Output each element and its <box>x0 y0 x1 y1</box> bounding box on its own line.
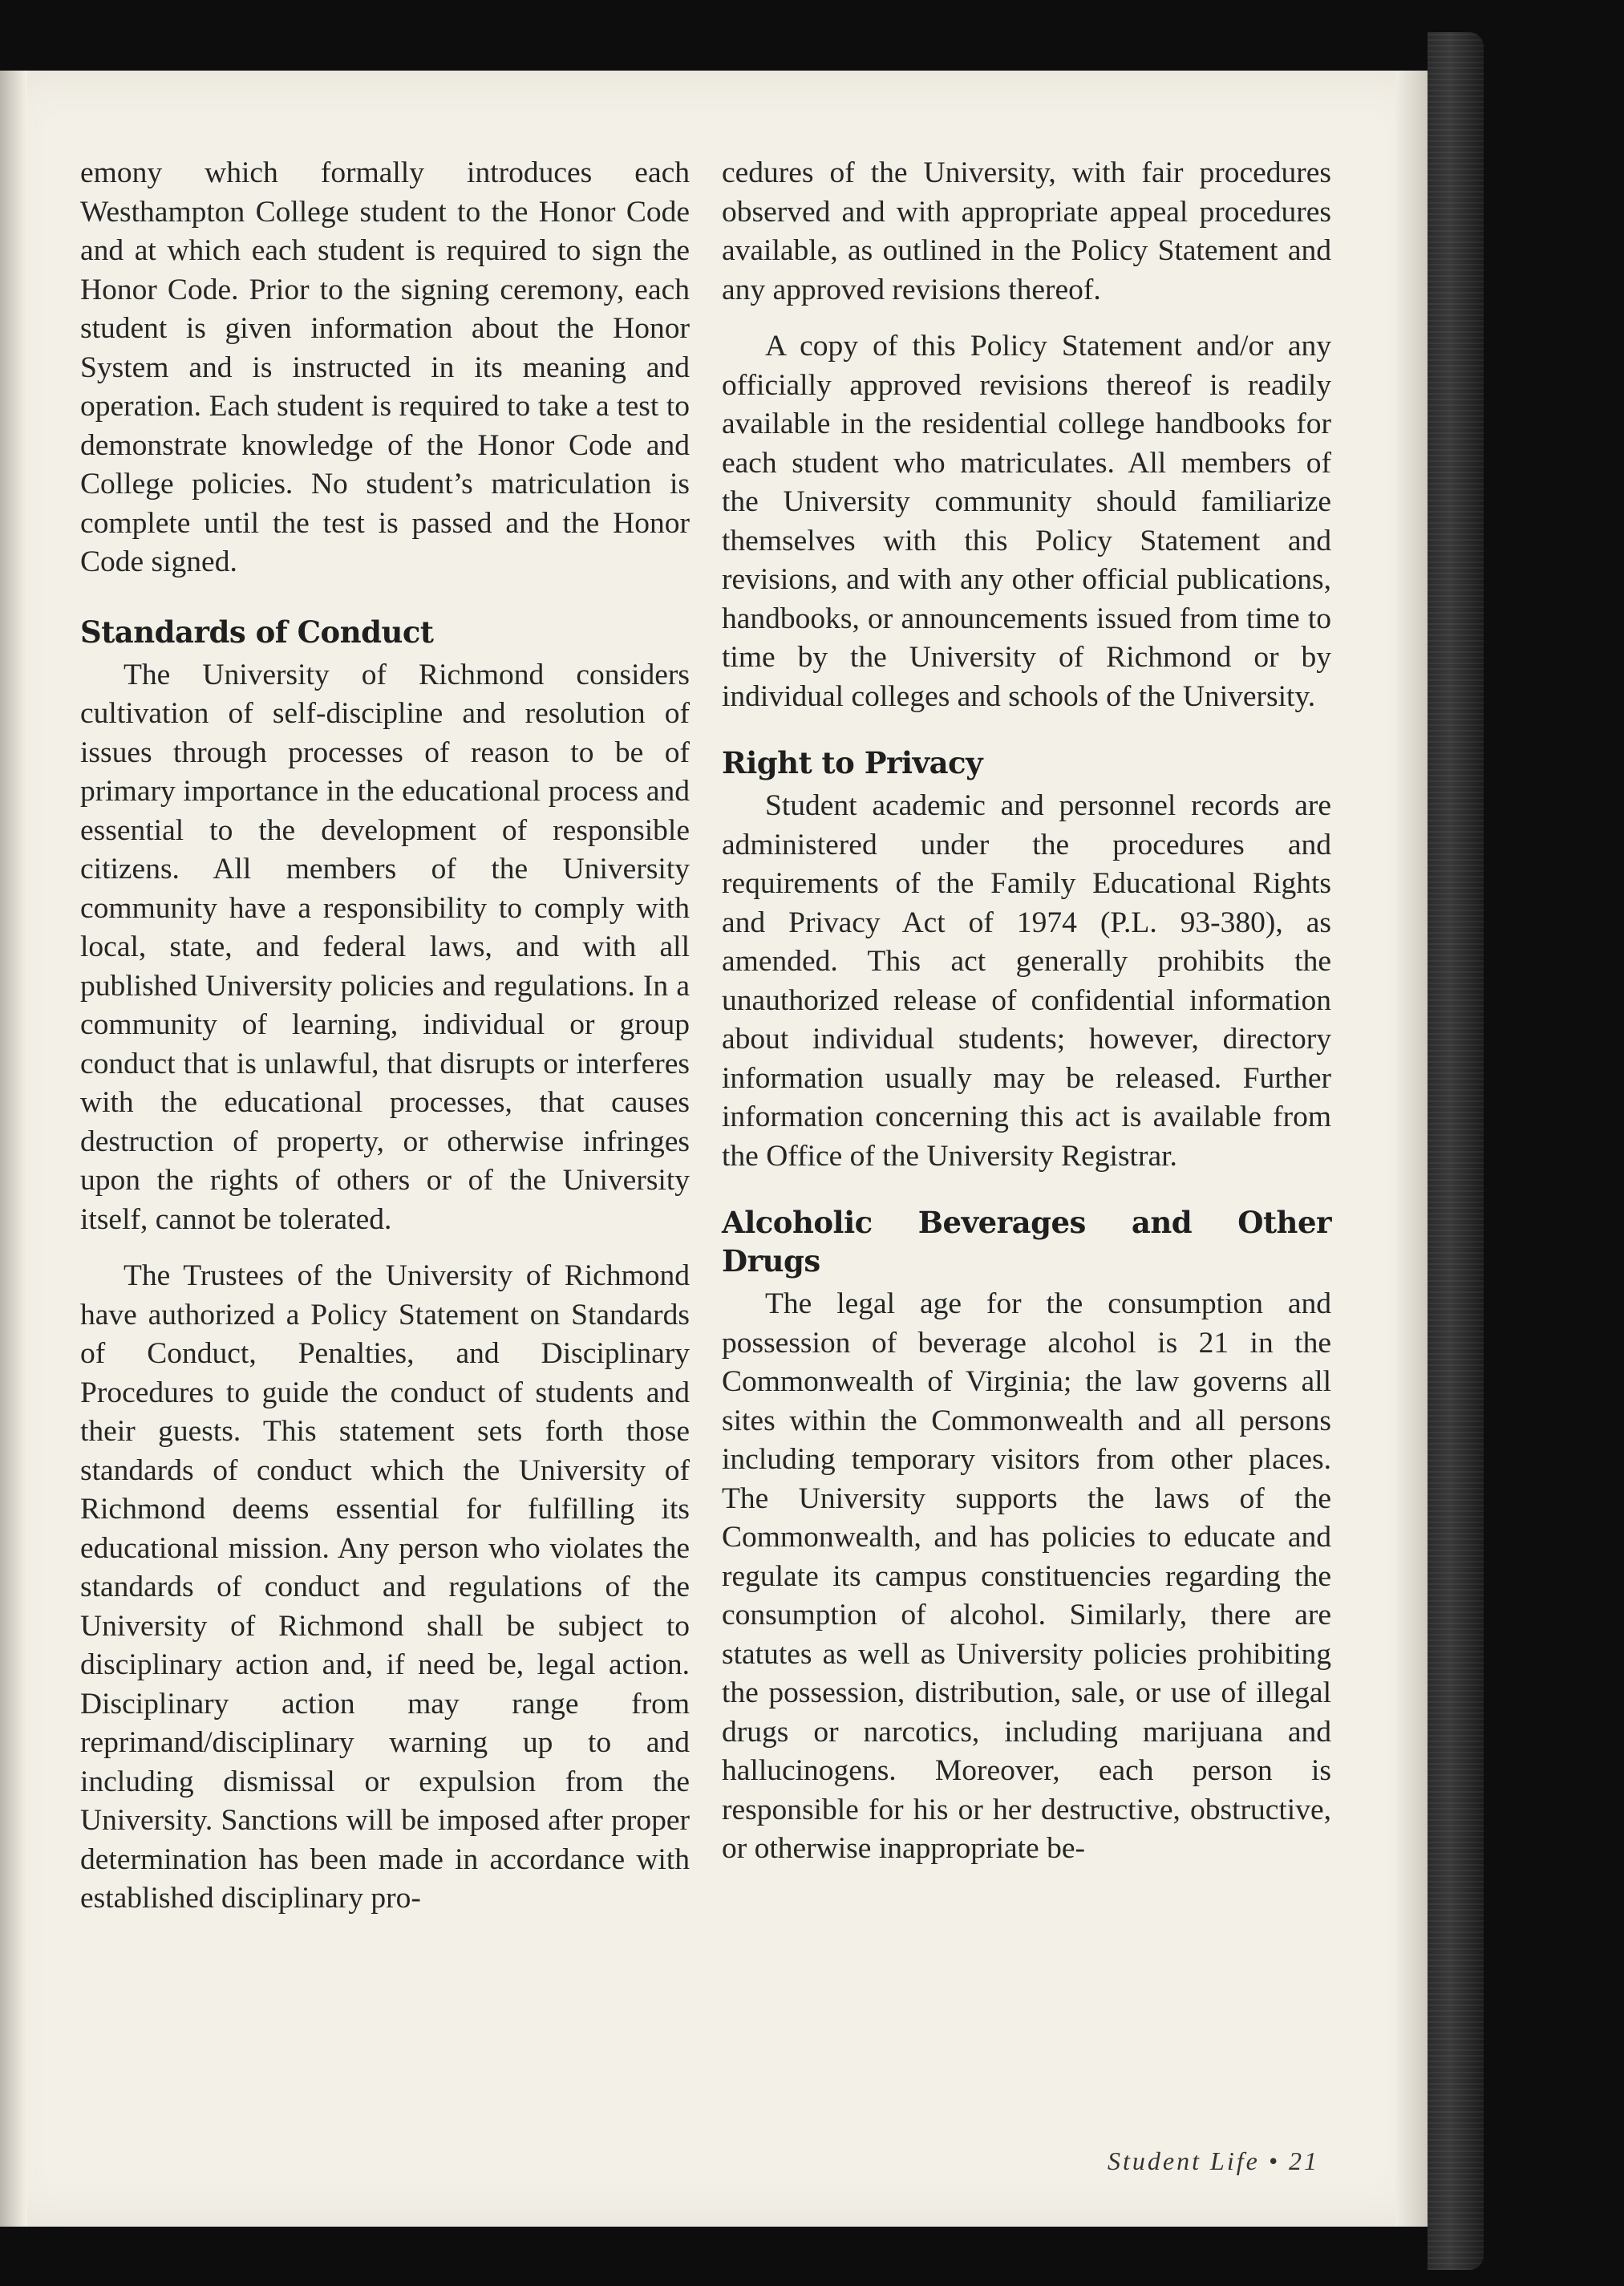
paragraph-procedures: cedures of the University, with fair procedures observed and with appropriate appeal procedures available, as outlined in the Policy Statement and any approved revisions thereof. <box>722 156 1331 306</box>
paragraph-alcohol: The legal age for the consumption and possession of beverage alcohol is 21 in the Commonwealth of Virginia; the law governs all sites within the Commonwealth and all persons including temporary visitors from other places. The University supports the laws of the Commonwealth, and has policies to educate and regulate its campus constituencies regarding the consumption of alcohol. Similarly, there are statutes as well as University policies prohibiting the possession, distribution, sale, or use of illegal drugs or narcotics, including marijuana and hallucinogens. Moreover, each person is responsible for his or her destructive, obstructive, or otherwise inappropriate be- <box>722 1287 1331 1865</box>
page-gutter-shadow <box>0 71 27 2227</box>
book-cover-edge <box>1428 32 1484 2270</box>
page-folio: Student Life • 21 <box>1108 2146 1319 2175</box>
heading-alcoholic-beverages: Alcoholic Beverages and Other Drugs <box>722 1205 1331 1279</box>
paragraph-conduct-1: The University of Richmond considers cultivation of self-discipline and resolution of issues through processes of reason to be of primary importance in the educational process and essential to the development of responsible citizens. All members of the University community have a responsibility to comply with local, state, and federal laws, and with all published University policies and regulations. In a community of learning, individual or group conduct that is unlawful, that disrupts or interferes with the educational processes, that causes destruction of property, or otherwise infringes upon the rights of others or of the University itself, cannot be tolerated. <box>80 658 690 1236</box>
heading-standards-of-conduct: Standards of Conduct <box>80 614 434 650</box>
left-column <box>80 154 690 1936</box>
paragraph-privacy: Student academic and personnel records are administered under the procedures and requirements of the Family Educational Rights and Privacy Act of 1974 (P.L. 93-380), as amended. This act generally prohibits the unauthorized release of confidential information about individual students; however, directory information usually may be released. Further information concerning this act is available from the Office of the University Registrar. <box>722 789 1331 1173</box>
paragraph-policy-copy: A copy of this Policy Statement and/or any officially approved revisions thereof is readily available in the residential college handbooks for each student who matriculates. All members of the University community should familiarize themselves with this Policy Statement and revisions, and with any other official publications, handbooks, or announcements issued from time to time by the University of Richmond or by individual colleges and schools of the University. <box>722 330 1331 713</box>
paragraph-conduct-2: The Trustees of the University of Richmond have authorized a Policy Statement on Standards of Conduct, Penalties, and Disciplinary Procedures to guide the conduct of students and their guests. This statement sets forth those standards of conduct which the University of Richmond deems essential for fulfilling its educational mission. Any person who violates the standards of conduct and regulations of the University of Richmond shall be subject to disciplinary action and, if need be, legal action. Disciplinary action may range from reprimand/disciplinary warning up to and including dismissal or expulsion from the University. Sanctions will be imposed after proper determination has been made in accordance with established disciplinary pro- <box>80 1259 690 1915</box>
heading-right-to-privacy: Right to Privacy <box>722 745 983 780</box>
right-column <box>722 154 1331 1887</box>
cover-texture <box>1428 32 1484 2270</box>
page-edge-stack <box>1395 71 1428 2227</box>
paragraph-honor-ceremony: emony which formally introduces each Westhampton College student to the Honor Code and at which each student is required to sign the Honor Code. Prior to the signing ceremony, each student is given information about the Honor System and is instructed in its meaning and operation. Each student is required to take a test to demonstrate knowledge of the Honor Code and College policies. No student’s matriculation is complete until the test is passed and the Honor Code signed. <box>80 156 690 578</box>
